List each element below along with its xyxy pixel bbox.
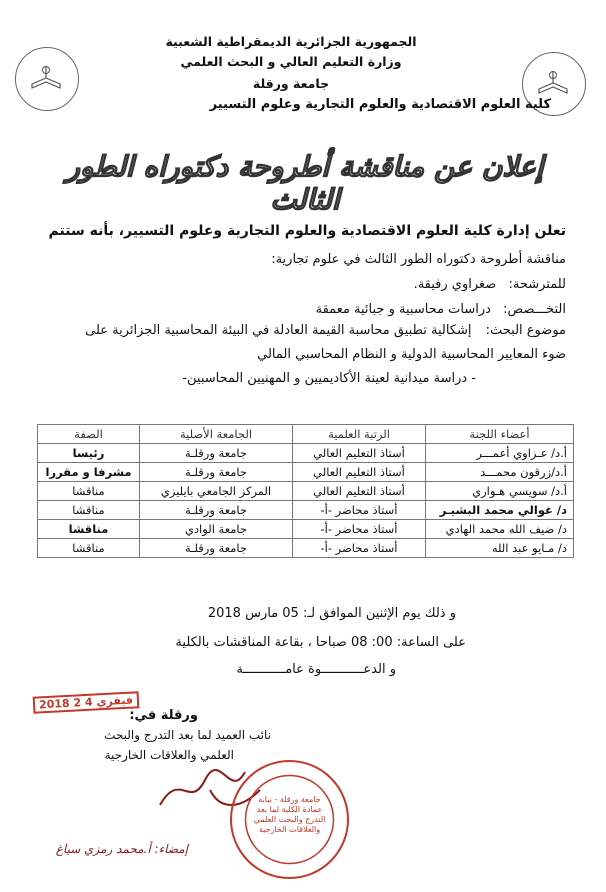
member-rank: أستاذ التعليم العالي [293,482,426,501]
date-stamp: 2018 فيفري 4 2 [33,691,140,714]
member-university: جامعة الوادي [140,520,293,539]
university-logo-left [15,47,79,111]
candidate-name: صغراوي رفيقة. [413,277,497,292]
topic-row [85,323,566,338]
header-member: أعضاء اللجنة [426,425,574,444]
member-role: مشرفا و مقررا [38,463,140,482]
topic-line-2: ضوء المعايير المحاسبية الدولية و النظام المحاسبي المالي [257,347,566,362]
member-role: مناقشا [38,520,140,539]
candidate-row [414,277,566,292]
position-line-1: نائب العميد لما بعد التدرج والبحث [104,728,271,742]
topic-label: موضوع البحث: [485,323,566,338]
member-university: جامعة ورقلـة [140,463,293,482]
specialty-value: دراسات محاسبية و جبائية معمقة [315,302,491,317]
book-icon [30,64,62,90]
member-rank: أستاذ التعليم العالي [293,444,426,463]
member-university: جامعة ورقلـة [140,539,293,558]
topic-line-1: إشكالية تطبيق محاسبة القيمة العادلة في البيئة المحاسبية الجزائرية على [85,323,472,338]
specialty-label: التخـــصص: [503,302,566,317]
header-rank: الرتبة العلمية [293,425,426,444]
member-rank: أستاذ التعليم العالي [293,463,426,482]
table-row [38,463,574,482]
schedule-date: و ذلك يوم الإثنين الموافق لـ: 05 مارس 2018 [207,606,456,621]
header-faculty: كلية العلوم الاقتصادية والعلوم التجارية وعلوم التسيير [209,97,551,112]
member-university: جامعة ورقلـة [140,501,293,520]
official-stamp [230,760,349,879]
member-name: د/ مـايو عبد الله [426,539,574,558]
table-row [38,501,574,520]
schedule-invitation: و الدعـــــــــــوة عامـــــــــــة [236,662,396,677]
member-rank: أستاذ محاضر -أ- [293,501,426,520]
schedule-time: على الساعة: 00: 08 صباحا ، بقاعة المناقشات بالكلية [175,635,466,650]
topic-line-3: - دراسة ميدانية لعينة الأكاديميين و المهنيين المحاسبين- [182,371,476,386]
header-republic: الجمهورية الجزائرية الديمقراطية الشعبية [165,34,417,49]
table-row [38,520,574,539]
header-university: جامعة ورقلة [252,76,330,91]
header-role: الصفة [38,425,140,444]
member-role: مناقشا [38,482,140,501]
stamp-text: جامعة ورقلة - نيابة عمادة الكلية لما بعد التدرج والبحث العلمي والعلاقات الخارجية [253,795,326,834]
member-rank: أستاذ محاضر -أ- [293,539,426,558]
candidate-label: للمترشحة: [508,277,566,292]
member-name: أ.د/ عـزاوي أعمـــر [426,444,574,463]
table-row [38,539,574,558]
page-title: إعلان عن مناقشة أطروحة دكتوراه الطور الثالث [66,150,544,216]
member-rank: أستاذ محاضر -أ- [293,520,426,539]
member-role: مناقشا [38,501,140,520]
member-role: مناقشا [38,539,140,558]
book-icon [537,69,569,95]
signed-by: إمضاء: أ.محمد رمزي سياغ [55,842,188,856]
intro-line-1: تعلن إدارة كلية العلوم الاقتصادية والعلوم التجارية وعلوم التسيير، بأنه ستتم [48,223,566,239]
committee-table [37,424,574,558]
header-ministry: وزارة التعليم العالي و البحث العلمي [180,54,402,69]
member-role: رئيسا [38,444,140,463]
member-name: د/ غوالي محمد البشيـر [426,501,574,520]
intro-line-2: مناقشة أطروحة دكتوراه الطور الثالث في علوم تجارية: [271,252,566,267]
position-line-2: العلمي والعلاقات الخارجية [104,748,234,762]
table-header-row [38,425,574,444]
table-row [38,482,574,501]
member-name: د/ ضيف الله محمد الهادي [426,520,574,539]
specialty-row [316,302,566,317]
header-university: الجامعة الأصلية [140,425,293,444]
member-university: المركز الجامعي بايليزي [140,482,293,501]
table-row [38,444,574,463]
member-name: أ.د/ سويسي هـواري [426,482,574,501]
member-university: جامعة ورقلـة [140,444,293,463]
place-label: ورقلة في: [129,708,198,723]
member-name: أ.د/زرقون محمـــد [426,463,574,482]
